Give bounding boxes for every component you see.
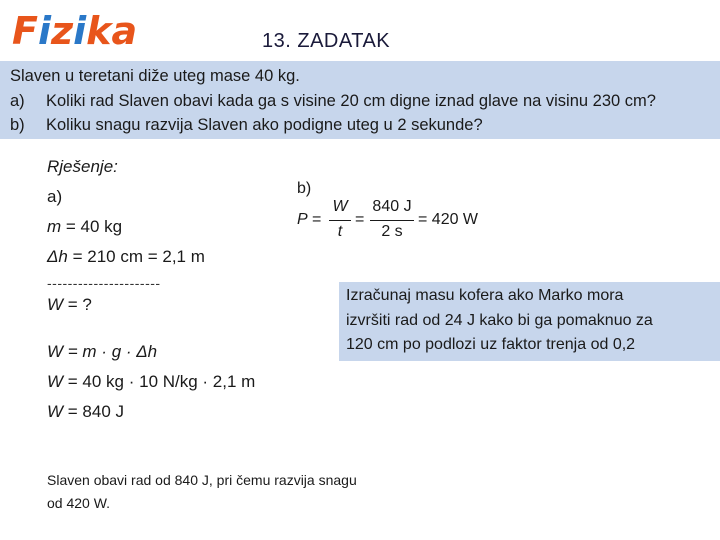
formula-expression: = m · g · Δh [63,342,158,361]
separator-dashes: ---------------------- [47,275,161,291]
formula-symbol: W [47,342,64,361]
power-result: = 420 W [418,211,479,228]
fizika-logo-graphic [8,0,158,56]
work-result [47,402,124,422]
question-a-text: Koliki rad Slaven obavi kada ga s visine 20 cm digne iznad glave na visinu 230 cm? [46,92,656,110]
height-symbol: Δh [47,247,68,266]
substitution-expression: = 40 kg · 10 N/kg · 2,1 m [63,372,256,391]
task-statement [0,61,720,139]
fraction-1-numerator: W [332,198,348,215]
equals-sign-2: = [355,211,365,228]
logo-letter: z [51,9,74,53]
equals-sign-1: = [312,211,322,228]
power-symbol: P [297,211,308,228]
question-b-text: Koliku snagu razvija Slaven ako podigne uteg u 2 sekunde? [46,116,483,134]
task-question-b [10,116,483,135]
slide-title: 13. ZADATAK [262,30,391,52]
height-value: = 210 cm = 2,1 m [67,247,205,266]
solution-heading: Rješenje: [47,157,118,176]
task-question-a [10,92,656,111]
result-symbol: W [47,402,64,421]
extra-task-box [339,282,720,361]
fizika-logo [8,0,158,56]
mass-value: = 40 kg [61,217,123,236]
question-b-marker: b) [10,116,25,134]
question-a-marker: a) [10,92,25,110]
unknown-symbol: W [47,295,64,314]
logo-letter: a [111,9,138,53]
fraction-1-bar [329,220,351,221]
logo-letter: k [86,9,112,53]
fraction-2-denominator: 2 s [381,223,403,240]
given-height [47,247,205,267]
mass-symbol: m [47,217,62,236]
unknown-work [47,295,92,315]
extra-task-line-3: 120 cm po podlozi uz faktor trenja od 0,2 [346,336,636,353]
work-substitution [47,372,255,392]
task-intro: Slaven u teretani diže uteg mase 40 kg. [10,67,300,85]
logo-letter: F [12,9,38,53]
conclusion-line-2: od 420 W. [47,495,111,511]
extra-task-line-1: Izračunaj masu kofera ako Marko mora [346,287,624,304]
conclusion-line-1: Slaven obavi rad od 840 J, pri čemu razvija snagu [47,472,357,488]
substitution-symbol: W [47,372,64,391]
given-mass [47,217,122,237]
fraction-1-denominator: t [337,223,343,240]
solution-a-label: a) [47,187,63,206]
fraction-2-bar [370,220,414,221]
unknown-value: = ? [63,295,92,314]
work-formula [47,342,157,362]
logo-lettering [12,9,137,53]
logo-letter: i [37,9,51,53]
logo-letter: i [73,9,87,53]
fraction-2-numerator: 840 J [372,198,412,215]
result-value: = 840 J [63,402,125,421]
extra-task-line-2: izvršiti rad od 24 J kako bi ga pomaknuo za [346,312,653,329]
solution-b-label: b) [297,180,312,197]
